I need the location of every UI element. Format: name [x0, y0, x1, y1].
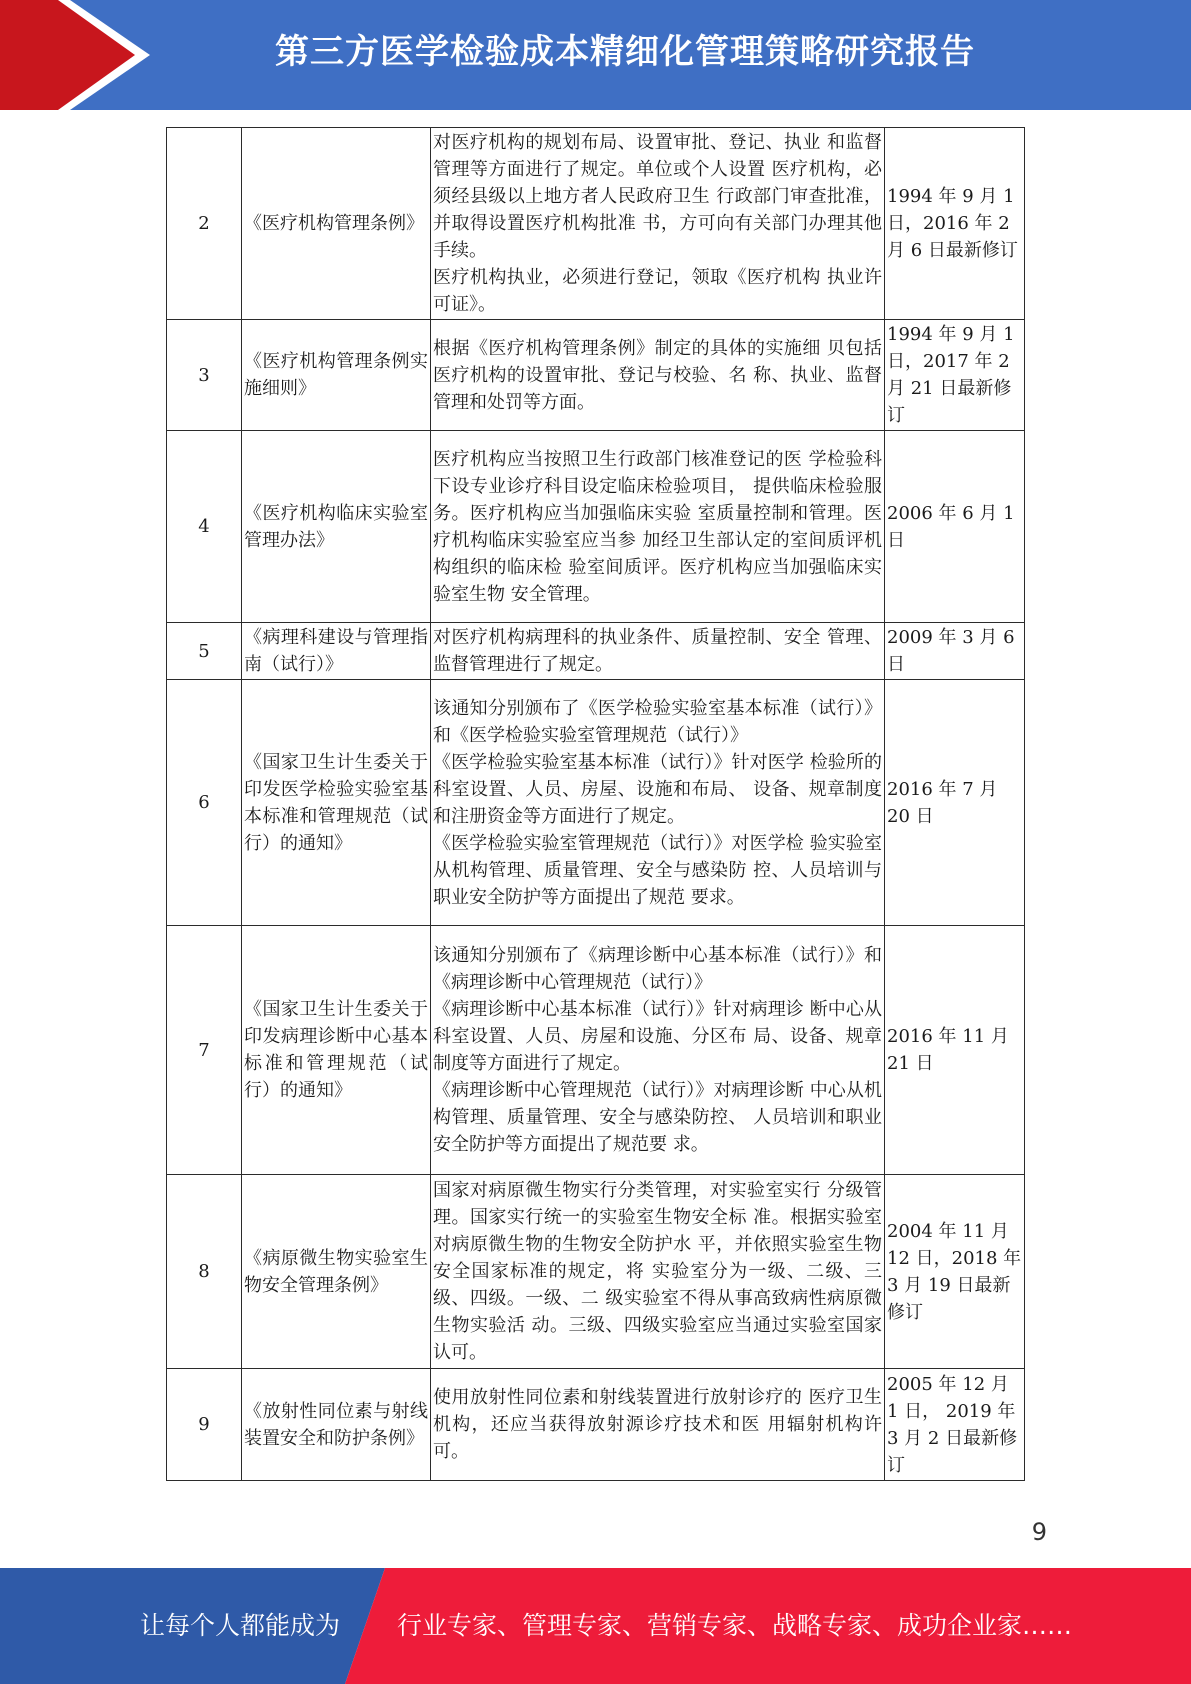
page-header [0, 0, 1191, 110]
row-number: 4 [167, 431, 242, 623]
table-row [167, 320, 1025, 431]
row-number: 8 [167, 1175, 242, 1369]
regulation-name: 《病理科建设与管理指南（试行）》 [242, 623, 431, 680]
page-number: 9 [1031, 1518, 1047, 1546]
row-number: 2 [167, 128, 242, 320]
table-row [167, 1369, 1025, 1481]
row-number: 5 [167, 623, 242, 680]
content-paragraph: 《病理诊断中心基本标准（试行）》针对病理诊 断中心从科室设置、人员、房屋和设施、分区布 局、设备、规章制度等方面进行了规定。 [433, 999, 882, 1074]
regulation-content [431, 623, 885, 680]
regulation-name: 《医疗机构管理条例》 [242, 128, 431, 320]
row-number: 6 [167, 680, 242, 926]
regulation-content [431, 926, 885, 1175]
regulation-content [431, 1175, 885, 1369]
content-paragraph: 该通知分别颁布了《病理诊断中心基本标准（试行）》和《病理诊断中心管理规范（试行）》 [433, 945, 882, 993]
content-paragraph: 该通知分别颁布了《医学检验实验室基本标准（试行）》和《医学检验实验室管理规范（试行）》 [433, 697, 882, 746]
table-row [167, 623, 1025, 680]
regulations-table [166, 127, 1025, 1481]
content-paragraph: 《医学检验实验室管理规范（试行）》对医学检 验实验室从机构管理、质量管理、安全与感染防 控、人员培训与职业安全防护等方面提出了规范 要求。 [433, 832, 882, 908]
header-arrow-decoration [0, 0, 150, 110]
row-number: 7 [167, 926, 242, 1175]
regulation-date: 2009 年 3 月 6 日 [885, 623, 1025, 680]
content-paragraph: 国家对病原微生物实行分类管理，对实验室实行 分级管理。国家实行统一的实验室生物安全标 准。根据实验室对病原微生物的生物安全防护水 平，并依照实验室生物安全国家标准的规定，将 实验室分为一级、二级、三级、四级。一级、二 级实验室不得从事高致病性病原微生物实验活 动。三级、四级实验室应当通过实验室国家认可。 [433, 1180, 882, 1363]
regulation-content [431, 431, 885, 623]
regulation-date: 1994 年 9 月 1 日，2017 年 2 月 21 日最新修订 [885, 320, 1025, 431]
regulation-content [431, 128, 885, 320]
regulation-name: 《放射性同位素与射线装置安全和防护条例》 [242, 1369, 431, 1481]
regulation-name: 《医疗机构临床实验室管理办法》 [242, 431, 431, 623]
table-row [167, 926, 1025, 1175]
content-paragraph: 根据《医疗机构管理条例》制定的具体的实施细 贝包括医疗机构的设置审批、登记与校验、名 称、执业、监督管理和处罚等方面。 [433, 337, 882, 413]
regulation-date: 1994 年 9 月 1 日，2016 年 2 月 6 日最新修订 [885, 128, 1025, 320]
regulation-content [431, 1369, 885, 1481]
page-title: 第三方医学检验成本精细化管理策略研究报告 [275, 32, 975, 72]
regulation-name: 《国家卫生计生委关于印发病理诊断中心基本标准和管理规范（试行）的通知》 [242, 926, 431, 1175]
table-row [167, 1175, 1025, 1369]
row-number: 9 [167, 1369, 242, 1481]
content-paragraph: 使用放射性同位素和射线装置进行放射诊疗的 医疗卫生机构，还应当获得放射源诊疗技术和医 用辐射机构许可。 [433, 1387, 882, 1462]
content-paragraph: 医疗机构应当按照卫生行政部门核准登记的医 学检验科下设专业诊疗科目设定临床检验项目， 提供临床检验服务。医疗机构应当加强临床实验 室质量控制和管理。医疗机构临床实验室应当参 加经卫生部认定的室间质评机构组织的临床检 验室间质评。医疗机构应当加强临床实验室生物 安全管理。 [433, 448, 882, 605]
regulation-name: 《国家卫生计生委关于印发医学检验实验室基本标准和管理规范（试行）的通知》 [242, 680, 431, 926]
regulation-date: 2016 年 11 月 21 日 [885, 926, 1025, 1175]
table-row [167, 431, 1025, 623]
table-row [167, 680, 1025, 926]
regulation-date: 2006 年 6 月 1 日 [885, 431, 1025, 623]
regulation-name: 《病原微生物实验室生物安全管理条例》 [242, 1175, 431, 1369]
table-row [167, 128, 1025, 320]
regulation-date: 2016 年 7 月 20 日 [885, 680, 1025, 926]
row-number: 3 [167, 320, 242, 431]
content-paragraph: 《病理诊断中心管理规范（试行）》对病理诊断 中心从机构管理、质量管理、安全与感染防控、 人员培训和职业安全防护等方面提出了规范要 求。 [433, 1080, 882, 1155]
content-paragraph: 对医疗机构病理科的执业条件、质量控制、安全 管理、监督管理进行了规定。 [433, 627, 882, 675]
footer-slogan-left: 让每个人都能成为 [140, 1611, 341, 1640]
footer-slogan-right: 行业专家、管理专家、营销专家、战略专家、成功企业家…… [397, 1611, 1073, 1640]
page-footer [0, 1568, 1191, 1684]
regulation-date: 2005 年 12 月 1 日， 2019 年 3 月 2 日最新修订 [885, 1369, 1025, 1481]
regulation-date: 2004 年 11 月 12 日，2018 年 3 月 19 日最新修订 [885, 1175, 1025, 1369]
regulation-content [431, 680, 885, 926]
regulation-content [431, 320, 885, 431]
content-paragraph: 《医学检验实验室基本标准（试行）》针对医学 检验所的科室设置、人员、房屋、设施和布局、 设备、规章制度和注册资金等方面进行了规定。 [433, 751, 882, 827]
regulation-name: 《医疗机构管理条例实施细则》 [242, 320, 431, 431]
content-paragraph: 医疗机构执业，必须进行登记，领取《医疗机构 执业许可证》。 [433, 267, 882, 315]
content-paragraph: 对医疗机构的规划布局、设置审批、登记、执业 和监督管理等方面进行了规定。单位或个人设置 医疗机构，必须经县级以上地方者人民政府卫生 行政部门审查批准，并取得设置医疗机构批准 书，方可向有关部门办理其他手续。 [433, 132, 882, 261]
